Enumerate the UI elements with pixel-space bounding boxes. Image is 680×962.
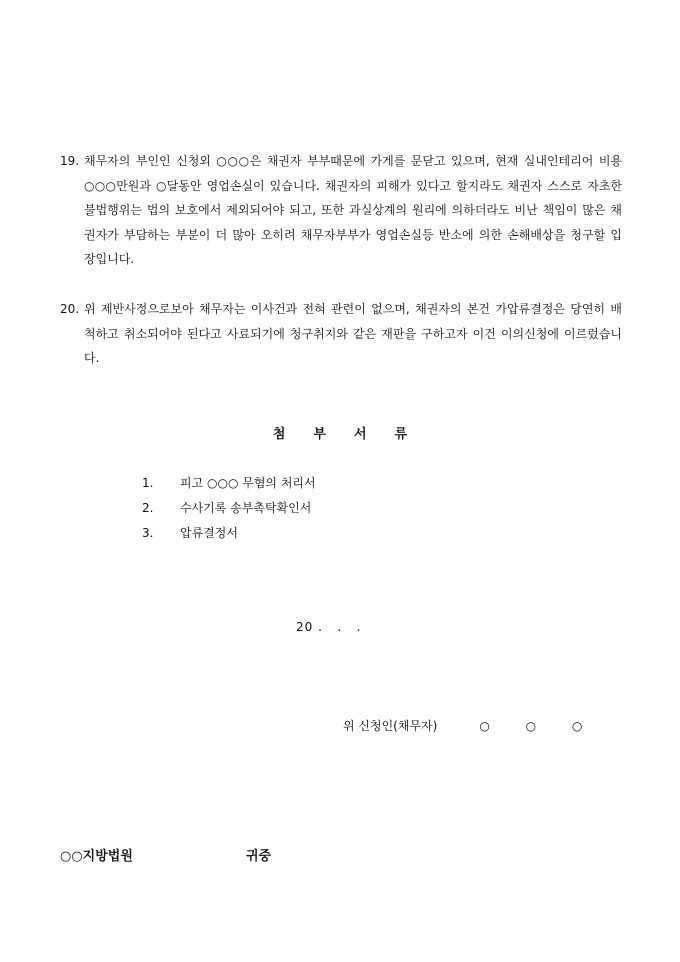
applicant-label: 위 신청인(채무자) <box>343 719 438 733</box>
attachment-label: 압류결정서 <box>180 526 238 540</box>
attachment-item <box>142 471 316 496</box>
paragraph-number: 20. <box>60 302 80 316</box>
paragraph-text: 채무자의 부인인 신청외 ○○○은 채권자 부부때문에 가게를 문닫고 있으며, 현재 실내인테리어 비용 ○○○만원과 ○달동안 영업손실이 있습니다. 채권자의 피해가 있다고 할지라도 채권자 스스로 자초한 불법행위는 법의 보호에서 제외되어야 되고, 또한 과실상계의 원리에 의하더라도 비난 책임이 많은 채권자가 부담하는 부분이 더 많아 오히려 채무자부부가 영업손실등 반소에 의한 손해배상을 청구할 입장입니다. <box>84 154 622 266</box>
paragraph-text: 위 제반사정으로보아 채무자는 이사건과 전혀 관련이 없으며, 채권자의 본건 가압류결정은 당연히 배척하고 취소되어야 된다고 사료되기에 청구취지와 같은 재판을 구하고자 이건 이의신청에 이르렀습니다. <box>84 302 622 365</box>
attachment-number: 3. <box>142 526 154 540</box>
court-honorific: 귀중 <box>246 849 272 864</box>
attachments-list <box>142 471 316 546</box>
paragraph-20 <box>60 297 622 371</box>
attachment-item <box>142 521 316 546</box>
applicant-signature <box>343 717 598 734</box>
court-name: ○○지방법원 <box>60 849 133 864</box>
attachment-label: 수사기록 송부촉탁확인서 <box>180 501 312 515</box>
attachment-number: 1. <box>142 476 154 490</box>
attachments-title: 첨부서류 <box>272 427 436 442</box>
attachment-item <box>142 496 316 521</box>
court-addressee <box>60 845 271 864</box>
document-date: 20 . . . <box>296 620 362 634</box>
paragraph-19 <box>60 149 622 272</box>
applicant-name: ○ ○ ○ <box>479 719 599 733</box>
attachment-label: 피고 ○○○ 무혐의 처리서 <box>180 476 316 490</box>
attachment-number: 2. <box>142 501 154 515</box>
paragraph-number: 19. <box>60 154 80 168</box>
